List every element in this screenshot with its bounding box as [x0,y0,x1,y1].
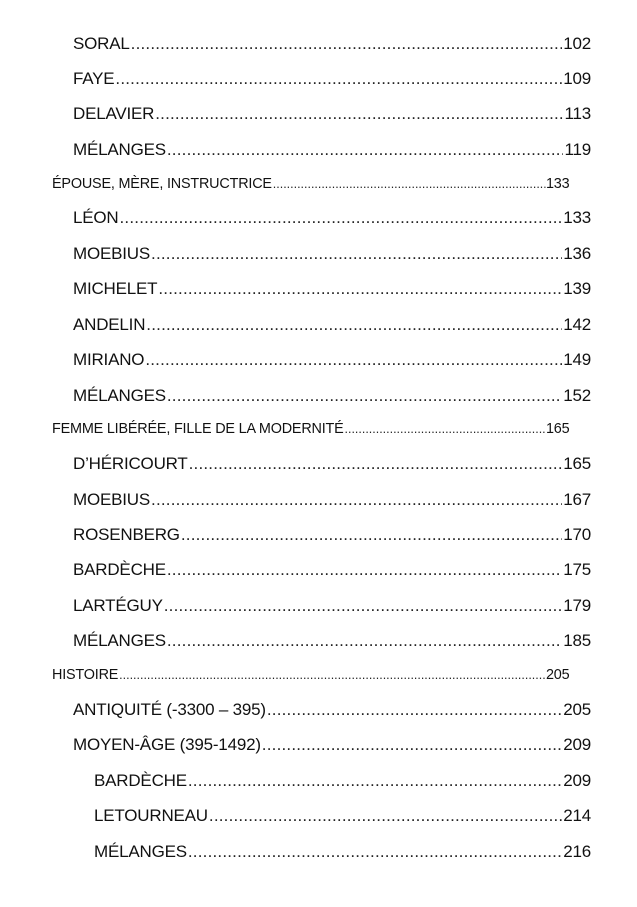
toc-subentry[interactable] [94,804,591,828]
toc-entry-title: LARTÉGUY [73,596,163,615]
toc-entry-page: 209 [563,735,591,754]
toc-dot-leader [167,558,562,582]
toc-dot-leader [267,698,562,722]
toc-dot-leader [209,804,562,828]
toc-entry-page: 136 [563,244,591,263]
toc-entry-title: LÉON [73,208,119,227]
toc-dot-leader [120,206,563,230]
toc-entry-title: ANTIQUITÉ (-3300 – 395) [73,700,266,719]
toc-subentry[interactable] [94,840,591,864]
toc-entry[interactable] [73,138,591,162]
toc-dot-leader [164,594,563,618]
toc-section-page: 205 [545,666,570,683]
toc-entry-page: 165 [563,454,591,473]
toc-section-title: ÉPOUSE, MÈRE, INSTRUCTRICE [52,175,272,192]
toc-entry-page: 133 [563,208,591,227]
toc-dot-leader [119,663,545,687]
toc-dot-leader [262,733,562,757]
toc-dot-leader [131,32,563,56]
toc-entry-page: 139 [563,279,591,298]
toc-dot-leader [151,242,562,266]
toc-entry-page: 142 [563,315,591,334]
toc-dot-leader [181,523,562,547]
toc-section-title: FEMME LIBÉRÉE, FILLE DE LA MODERNITÉ [52,420,344,437]
toc-entry[interactable] [73,733,591,757]
toc-entry-title: MICHELET [73,279,158,298]
toc-entry-page: 205 [563,700,591,719]
toc-entry[interactable] [73,452,591,476]
toc-entry[interactable] [73,102,591,126]
toc-section-entry[interactable] [52,417,569,441]
toc-entry-page: 179 [563,596,591,615]
toc-subentry[interactable] [94,769,591,793]
toc-entry[interactable] [73,348,591,372]
toc-entry-page: 170 [563,525,591,544]
toc-dot-leader [155,102,563,126]
toc-dot-leader [158,277,562,301]
toc-dot-leader [189,452,563,476]
toc-entry-title: MÉLANGES [73,386,166,405]
toc-entry-title: MÉLANGES [73,631,166,650]
toc-dot-leader [145,348,562,372]
toc-subentry-title: MÉLANGES [94,842,187,861]
toc-section-page: 165 [545,420,570,437]
toc-entry-title: BARDÈCHE [73,560,166,579]
toc-subentry-page: 209 [563,771,591,790]
toc-entry[interactable] [73,594,591,618]
toc-entry[interactable] [73,558,591,582]
toc-entry-title: MIRIANO [73,350,145,369]
toc-subentry-page: 216 [563,842,591,861]
toc-entry[interactable] [73,488,591,512]
toc-entry[interactable] [73,206,591,230]
toc-dot-leader [167,384,562,408]
toc-entry-title: MOEBIUS [73,244,151,263]
toc-entry-title: ANDELIN [73,315,146,334]
toc-entry[interactable] [73,32,591,56]
toc-dot-leader [146,313,562,337]
toc-subentry-title: LETOURNEAU [94,806,208,825]
toc-entry-title: MOYEN-ÂGE (395-1492) [73,735,261,754]
toc-entry-title: SORAL [73,34,130,53]
toc-dot-leader [151,488,562,512]
toc-entry[interactable] [73,629,591,653]
toc-subentry-title: BARDÈCHE [94,771,187,790]
toc-entry[interactable] [73,67,591,91]
toc-entry-title: D’HÉRICOURT [73,454,188,473]
toc-entry-page: 109 [563,69,591,88]
toc-section-title: HISTOIRE [52,666,119,683]
toc-entry[interactable] [73,523,591,547]
toc-entry-title: ROSENBERG [73,525,180,544]
toc-dot-leader [273,172,545,196]
toc-entry-page: 167 [563,490,591,509]
toc-entry-title: MOEBIUS [73,490,151,509]
toc-dot-leader [345,417,545,441]
toc-dot-leader [188,840,562,864]
toc-entry[interactable] [73,384,591,408]
toc-subentry-page: 214 [563,806,591,825]
toc-dot-leader [188,769,562,793]
toc-dot-leader [115,67,562,91]
toc-dot-leader [167,138,564,162]
toc-entry-title: DELAVIER [73,104,155,123]
toc-entry-page: 152 [563,386,591,405]
toc-entry-title: MÉLANGES [73,140,166,159]
toc-entry-page: 175 [563,560,591,579]
toc-entry-page: 113 [564,104,591,123]
toc-entry[interactable] [73,313,591,337]
toc-section-page: 133 [545,175,570,192]
toc-entry-title: FAYE [73,69,115,88]
toc-entry[interactable] [73,242,591,266]
toc-entry[interactable] [73,698,591,722]
toc-entry-page: 185 [563,631,591,650]
toc-section-entry[interactable] [52,663,569,687]
toc-entry-page: 149 [563,350,591,369]
toc-entry-page: 102 [563,34,591,53]
toc-entry-page: 119 [564,140,591,159]
toc-entry[interactable] [73,277,591,301]
toc-dot-leader [167,629,562,653]
toc-section-entry[interactable] [52,172,569,196]
